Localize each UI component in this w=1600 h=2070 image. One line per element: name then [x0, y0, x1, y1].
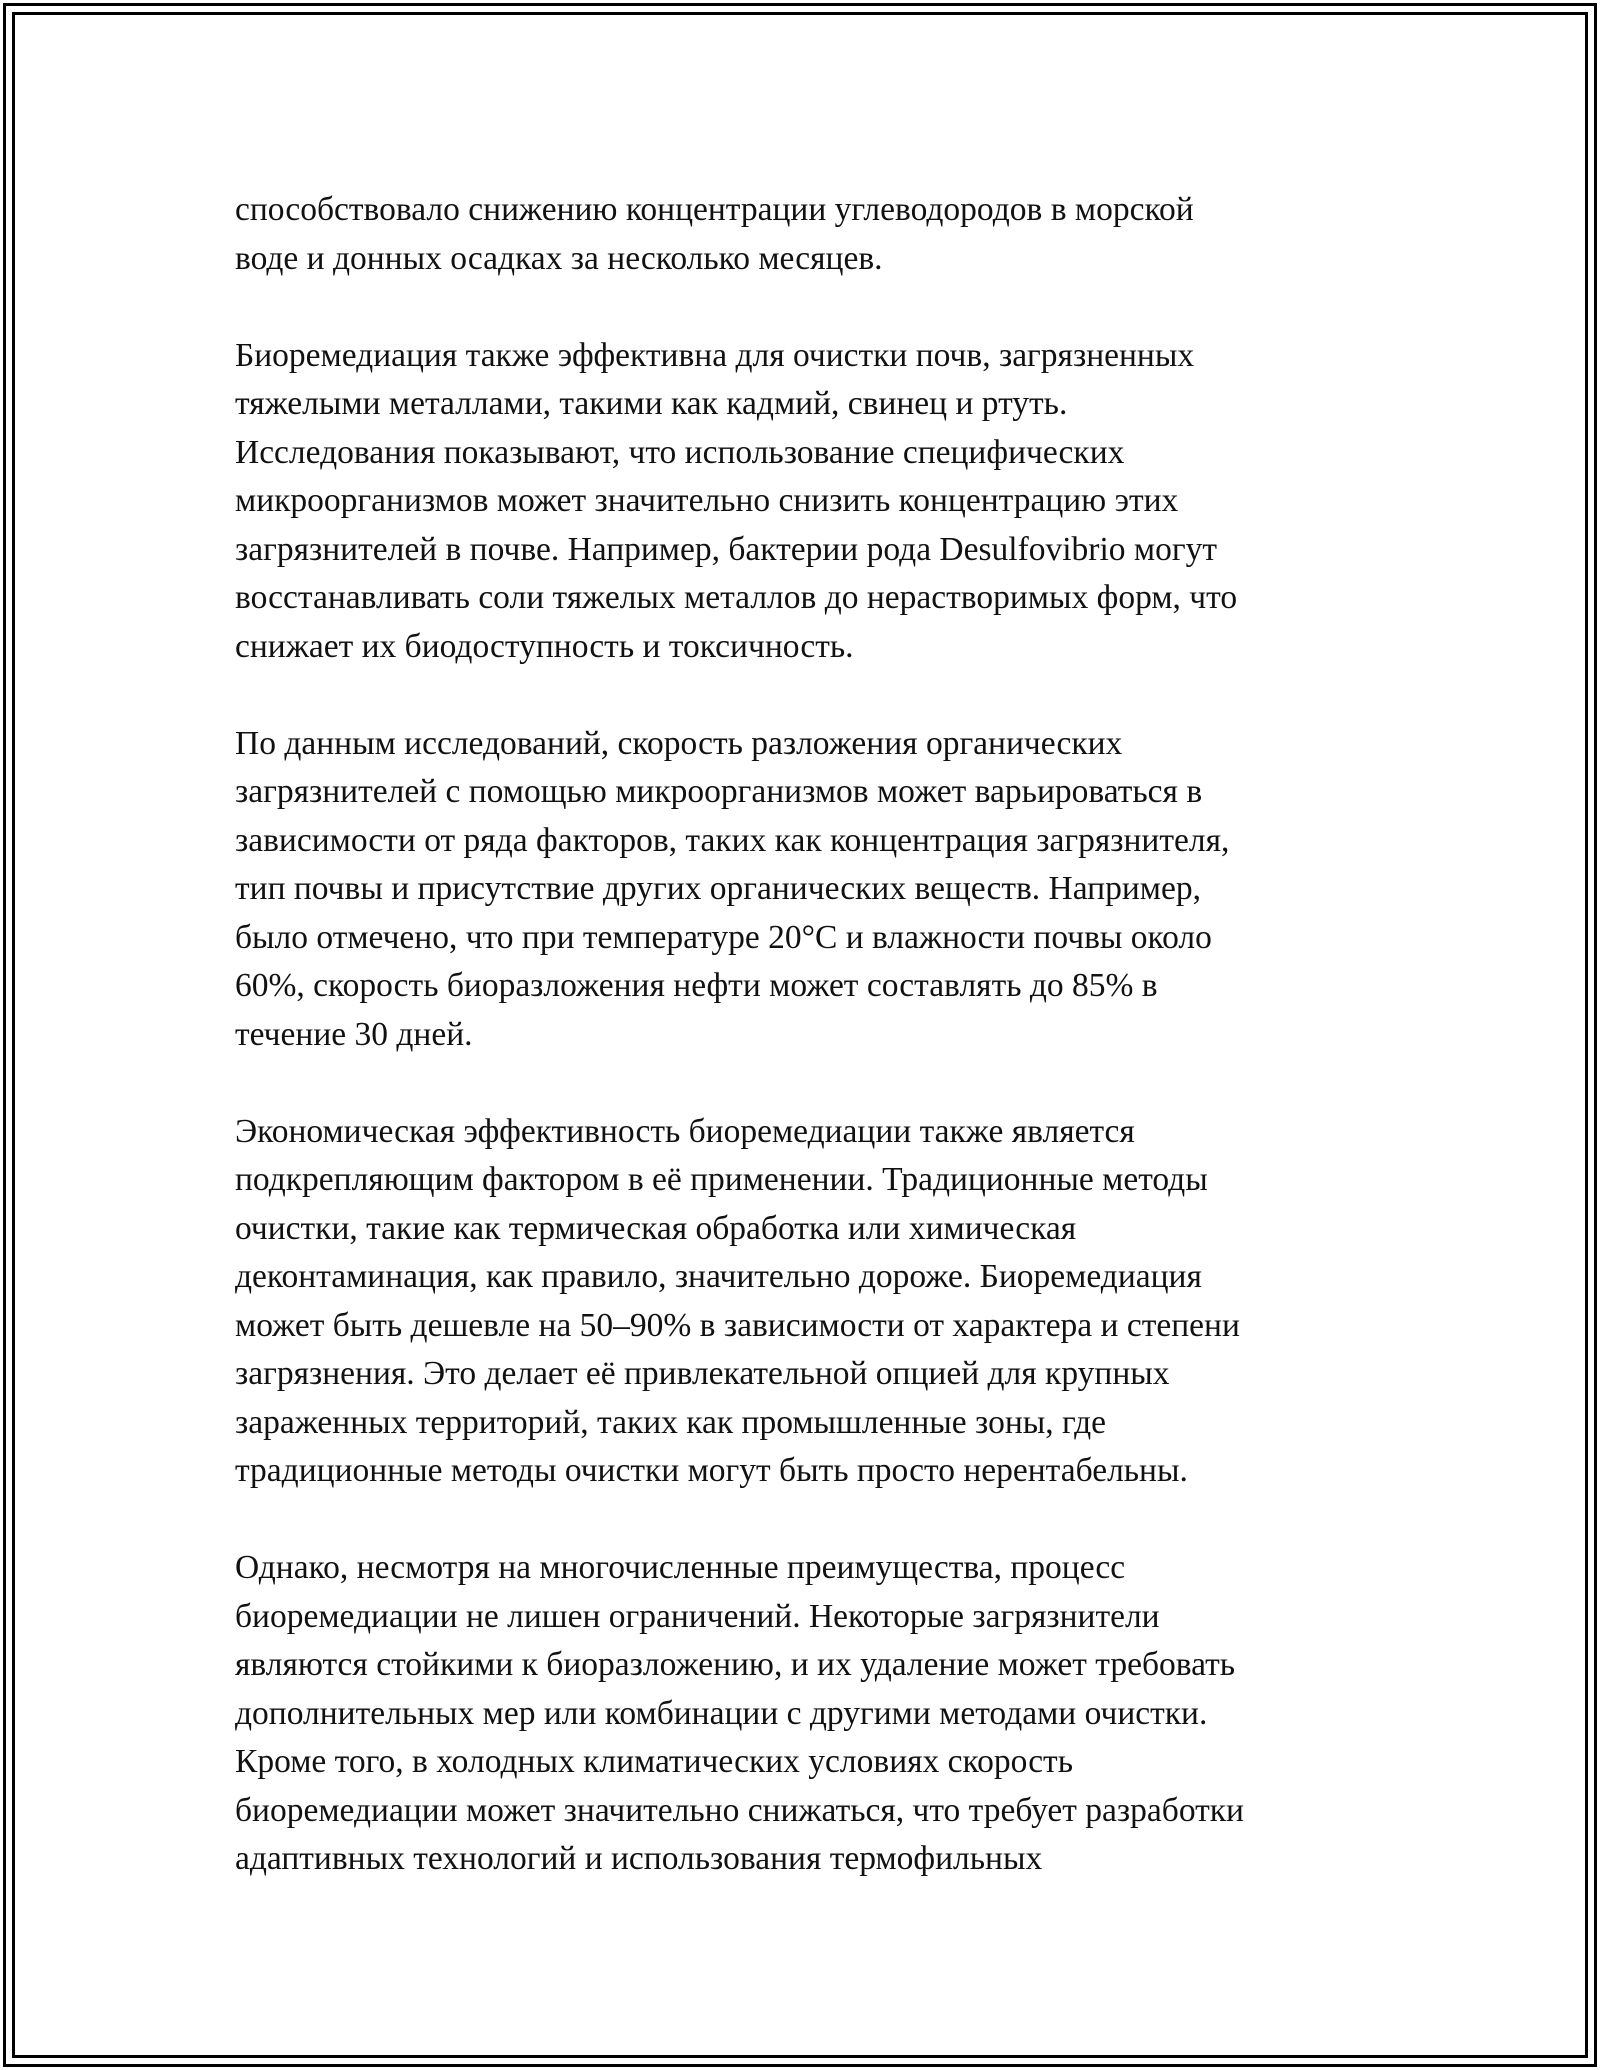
text-line: очистки, такие как термическая обработка или химическая [235, 1209, 1077, 1247]
text-line: дополнительных мер или комбинации с другими методами очистки. [235, 1694, 1208, 1732]
paragraph-4 [235, 1108, 1365, 1496]
text-line: биоремедиации может значительно снижаться, что требует разработки [235, 1791, 1244, 1829]
text-line: тяжелыми металлами, такими как кадмий, свинец и ртуть. [235, 385, 1068, 422]
text-line: зараженных территорий, таких как промышленные зоны, где [235, 1403, 1106, 1441]
text-line: загрязнителей в почве. Например, бактерии рода Desulfovibrio могут [235, 530, 1217, 568]
text-line: биоремедиации не лишен ограничений. Некоторые загрязнители [235, 1597, 1160, 1635]
text-line: традиционные методы очистки могут быть просто нерентабельны. [235, 1452, 1188, 1489]
paragraph-1 [235, 186, 1365, 283]
paragraph-2 [235, 332, 1365, 672]
paragraph-5 [235, 1544, 1365, 1884]
text-line: тип почвы и присутствие других органических веществ. Например, [235, 870, 1201, 907]
text-line: снижает их биодоступность и токсичность. [235, 627, 854, 665]
text-line: воде и донных осадках за несколько месяцев. [235, 239, 883, 277]
text-line: адаптивных технологий и использования термофильных [235, 1840, 1043, 1877]
text-line: Биоремедиация также эффективна для очистки почв, загрязненных [235, 336, 1195, 374]
text-line: подкрепляющим фактором в её применении. Традиционные методы [235, 1161, 1208, 1198]
paragraph-3 [235, 720, 1365, 1060]
text-line: По данным исследований, скорость разложения органических [235, 724, 1123, 762]
text-line: деконтаминация, как правило, значительно дороже. Биоремедиация [235, 1258, 1202, 1295]
text-line: 60%, скорость биоразложения нефти может составлять до 85% в [235, 967, 1158, 1004]
text-line: Однако, несмотря на многочисленные преимущества, процесс [235, 1549, 1126, 1586]
text-line: было отмечено, что при температуре 20°C и влажности почвы около [235, 918, 1212, 956]
text-line: восстанавливать соли тяжелых металлов до нерастворимых форм, что [235, 579, 1238, 616]
text-line: Исследования показывают, что использование специфических [235, 433, 1125, 471]
text-line: загрязнения. Это делает её привлекательной опцией для крупных [235, 1355, 1170, 1392]
text-line: микроорганизмов может значительно снизить концентрацию этих [235, 482, 1179, 519]
text-line: течение 30 дней. [235, 1015, 473, 1053]
text-line: может быть дешевле на 50–90% в зависимости от характера и степени [235, 1306, 1240, 1344]
text-line: способствовало снижению концентрации углеводородов в морской [235, 191, 1194, 228]
text-line: загрязнителей с помощью микроорганизмов может варьироваться в [235, 773, 1203, 810]
document-body [235, 186, 1365, 1884]
text-line: зависимости от ряда факторов, таких как концентрация загрязнителя, [235, 821, 1230, 859]
text-line: являются стойкими к биоразложению, и их удаление может требовать [235, 1646, 1236, 1683]
text-line: Кроме того, в холодных климатических условиях скорость [235, 1743, 1073, 1780]
text-line: Экономическая эффективность биоремедиации также является [235, 1112, 1135, 1150]
